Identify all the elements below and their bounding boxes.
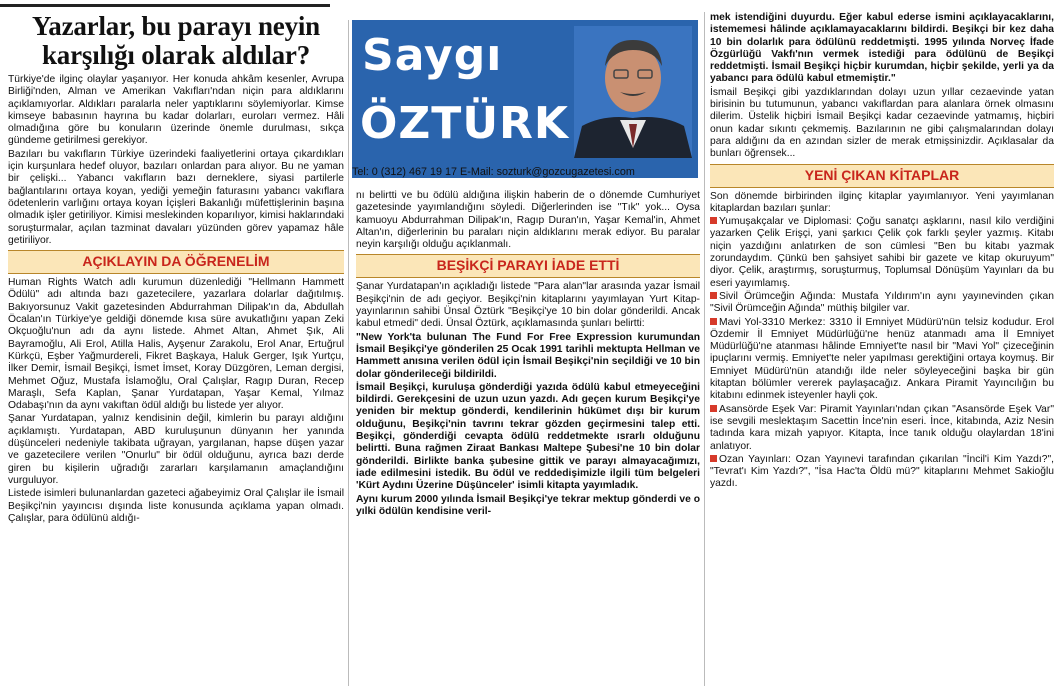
middle-quote-2: İsmail Beşikçi, kuruluşa gönderdiği yazıda ödülü kabul etmeyeceğini bildirdi. Gerekçesini de uzun uzun yazdı. Adı geçen kurum Beşikçi'ye yeniden bir mektup gönderdi, kendilerinin hükümet dışı bir kurum olduğunu, Beşikçi'nin tavrını tekrar gözden geçirmesini talep etti. Beşikçi, gönderdiği cevapta ödülü reddetmekte ısrarlı olduğunu belirtti. Buna rağmen Ziraat Bankası Maltepe Şubesi'ne 10 bin dolar gönderildi. Birlikte banka şubesine gittik ve parayı almayacağımızı, iade edilmesini istedik. Bu ödül ve reddedişimizle ilgili tüm belgeleri 'Kürt Aydını Üzerine Düşünceler' isimli kitapta yayımladık. [356,381,700,492]
contact-line: Tel: 0 (312) 467 19 17 E-Mail: sozturk@gozcugazetesi.com [352,166,635,178]
book-text: Asansörde Eşek Var: Piramit Yayınları'ndan çıkan "Asansörde Eşek Var" ise sevgili meslektaşım Sacettin İnce'nin eseri. İnce, kitabında, Aziz Nesin tadında kara mizah yapıyor. Kitapta, İnce tanık olduğu olaylardan 18'ini anlatıyor. [710,403,1054,452]
book-item [710,454,1054,491]
bullet-square-icon [710,318,717,325]
section-title-aciklayin: AÇIKLAYIN DA ÖĞRENELİM [8,250,344,274]
book-text: Yumuşakçalar ve Diplomasi: Çoğu sanatçı aşklarını, nasıl kilo verdiğini yazarken Çelik Erişçi, yani şarkıcı Çelik çok farklı şeyler yazmış. Kitabı niçin yazdığını anlatırken de son cümlesi "Ben bu kitabı yazmak zorundaydım. Çünkü ben şahsiyet sahibi bir gazete ve kitap okuruyum" diyor. Çelik, araştırmış, soruşturmuş, Toplumsal Dönüşüm Yayınları da bu eseri yayımlamış. [710,216,1054,289]
right-column [710,12,1054,686]
section-title-besikci: BEŞİKÇİ PARAYI İADE ETTİ [356,254,700,278]
left-column [8,12,344,686]
books-intro: Son dönemde birbirinden ilginç kitaplar yayımlanıyor. Yeni yayımlanan kitaplardan bazıları şunlar: [710,190,1054,214]
intro-paragraph-1: Türkiye'de ilginç olaylar yaşanıyor. Her konuda ahkâm kesenler, Avrupa Birliği'nden, Alman ve Amerikan Vakıfları'ndan niçin para aldıklarını açıklamıyorlar. Aldıkları paralarla neler yaptıklarını söylemiyorlar. Kimse kimseye babasının hayrına bu kadar dolarları, euroları vermez. Hâli olmadığına göre bu konuların üzerinde önemle durulması, sıkça gündeme getirilmesi gerekiyor. [8,74,344,147]
book-text: Ozan Yayınları: Ozan Yayınevi tarafından çıkarılan "İncil'i Kim Yazdı?", "Tevrat'ı Kim Yazdı?", "İsa Hac'ta Öldü mü?" kitaplarını Mehmet Sakioğlu yazdı. [710,453,1054,490]
intro-paragraph-2: Bazıları bu vakıfların Türkiye üzerindeki faaliyetlerini ortaya çıkardıkları için kurşunlara hedef oluyor, bazıları onlardan para alıyor. Bu ne yaman bir çelişki... Yabancı vakıfların bazı derneklere, siyasi partilerle bağlantılarını ortaya koyan, yediği yemeğin faturasını yabancı vakıflara ödetenlerin varlığını ortaya koyan İçişleri Bakanlığı müfettişlerinin başına olmadık işler getiriliyor. Kimisi meslekinden koparılıyor, kimisi haklarındaki soruşturmalar, açılan tazminat davaları yüzünden görev yapamaz hâle getiriliyor. [8,148,344,246]
book-text: Mavi Yol-3310 Merkez: 3310 İl Emniyet Müdürü'nün telsiz kodudur. Erol Özdemir İl Emniyet Müdürlüğü'ne henüz atanmadı ama İl Emniyet Müdürlüğü'ne atanması hâlinde Emniyet'te nasıl bir "Mavi Yol" çizeceğinin ipuçlarını vermiş. Emniyet'te neler yapılması gerektiğini ortaya koymuş. Bir Emniyet Müdürü'nün atandığı ilde neler söyleyeceğini başka bir gün kitaptan bölümler vererek paylaşacağız. Ankara Piramit Yayıncılığın bu kitabını edinmek isteyenler hayli çok. [710,316,1054,402]
book-item [710,317,1054,403]
bullet-square-icon [710,217,717,224]
columnist-masthead [352,20,698,178]
book-item [710,216,1054,290]
body-paragraph-1: Human Rights Watch adlı kurumun düzenlediği "Hellmann Hammett Ödülü" adı altında bazı gazetecilere, yazarlara dolarlar dağıtılmış. Bakıyorsunuz Vakit gazetesinden Abdurrahman Dilipak'ın da, Abdullah Öcalan'ın Türkiye'ye geldiği dönemde kısa süre avukatlığını yapan Zeki Okçuoğlu'nun adı da aynı listede. Ahmet Altan, Ahmet Şık, Ali Bayramoğlu, Ali Erol, Atilla Halis, Ayşenur Zarakolu, Erol Anar, Ertuğrul Kürkçü, Eşber Yağmurdereli, Fikret Başkaya, Haluk Gerger, Işık Yurtçu, İlker Demir, İsmail Beşikçi, İsmet İmset, Koray Düzgören, Leman dergisi, Mehmet Oğuz, Mustafa İslamoğlu, Oral Çalışlar, Ragıp Duran, Recep Maraşlı, Sefa Kaplan, Şanar Yurdatapan, Yaşar Kemal, Yılmaz Odabaşı'nın da aynı vakıftan ödül aldığı bu listede yer alıyor. [8,277,344,412]
right-top-quote: mek istendiğini duyurdu. Eğer kabul ederse ismini açıklayacaklarını, istememesi hâlinde açıklamayacaklarını bildirdi. Beşikçi bir kez daha 10 bin dolarlık para ödülünü reddetmişti. 1995 yılında Norveç İfade Özgürlüğü Vakfı'nın vermek istediği para ödülünü de Beşikçi reddetmişti. İsmail Beşikçi hiçbir kurumdan, hiçbir şekilde, yerli ya da yabancı para ödülü kabul etmemiştir." [710,12,1054,85]
columnist-last-name: ÖZTÜRK [360,98,570,149]
body-paragraph-2: Şanar Yurdatapan, yalnız kendisinin değil, kimlerin bu parayı aldığını açıklamıştı. Yurdatapan, ABD kuruluşunun dünyanın her yanında düşünceleri nedeniyle takibata uğrayan, yargılanan, hapse düşen yazar ve gazetecilere verilen "Onurlu" bir ödül olduğunu, ayrıca bazı derde giren bu kişilerin uğradığı zararları karşılamanın amaçlandığını vurguluyor. [8,413,344,486]
columnist-portrait [574,26,692,158]
body-paragraph-3: Listede isimleri bulunanlardan gazeteci ağabeyimiz Oral Çalışlar ile İsmail Beşikçi'nin yayıncısı dışında liste konusunda açıklama yapan olmadı. Çalışlar, para ödülünü aldığı- [8,488,344,524]
headline: Yazarlar, bu parayı neyin karşılığı olarak aldılar? [31,12,321,70]
column-divider-1 [348,20,349,686]
middle-quote-1: "New York'ta bulunan The Fund For Free Expression kurumundan İsmail Beşikçi'ye gönderilen 25 Ocak 1991 tarihli mektupta Hellman ve Hammett anısına verilen ödül için İsmail Beşikçi'nin seçildiği ve 10 bin dolar gönderileceği bildirildi. [356,331,700,380]
bullet-square-icon [710,405,717,412]
middle-quote-3: Aynı kurum 2000 yılında İsmail Beşikçi'ye tekrar mektup gönderdi ve o yılki ödülün kendisine veril- [356,493,700,517]
section-title-kitaplar: YENİ ÇIKAN KİTAPLAR [710,164,1054,188]
right-top-paragraph: İsmail Beşikçi gibi yazdıklarından dolayı uzun yıllar cezaevinde yatan birisinin bu tutumunun, yabancı vakıflardan para alanlara örnek olmasını dilerim. Üstelik hiçbiri İsmail Beşikçi kadar cezaevinde yatmamış, hiçbiri onun kadar sıkıntı çekmemiş. Bazılarının ne gibi çalışmalarından dolayı para aldığını da en azından sizler de merak etmişsinizdir. Açıklasalar da bunları öğrensek... [710,86,1054,160]
middle-paragraph-1: Şanar Yurdatapan'ın açıkladığı listede "Para alan"lar arasında yazar İsmail Beşikçi'nin de adı geçiyor. Beşikçi'nin kitaplarını yayımlayan Yurt Kitap-yayınlarının sahibi Ünsal Öztürk "Beşikçi'ye 10 bin dolar gönderildi. Ancak kabul etmedi" dedi. Ünsal Öztürk, açıklamasında şunları belirtti: [356,281,700,330]
columnist-first-name: Saygı [362,30,503,81]
bullet-square-icon [710,455,717,462]
book-item [710,291,1054,316]
book-item [710,404,1054,453]
middle-column [356,190,700,686]
book-text: Sivil Örümceğin Ağında: Mustafa Yıldırım'ın aynı yayınevinden çıkan "Sivil Örümceğin Ağında" müthiş bilgiler var. [710,290,1054,315]
middle-top-paragraph: nı belirtti ve bu ödülü aldığına ilişkin haberin de o dönemde Cumhuriyet gazetesinde yayımlandığını söyledi. Diğerlerinden ise "Tık" yok... Oysa kamuoyu Abdurrahman Dilipak'ın, Ragıp Duran'ın, Yaşar Kemal'in, Ahmet Altan'ın, diğerlerinin bu paraları niçin aldıklarını merak ediyor. Bu paralar neyin karşılığı olduğu açıklanmalı. [356,190,700,251]
bullet-square-icon [710,292,717,299]
top-rule [0,4,330,7]
column-divider-2 [704,12,705,686]
